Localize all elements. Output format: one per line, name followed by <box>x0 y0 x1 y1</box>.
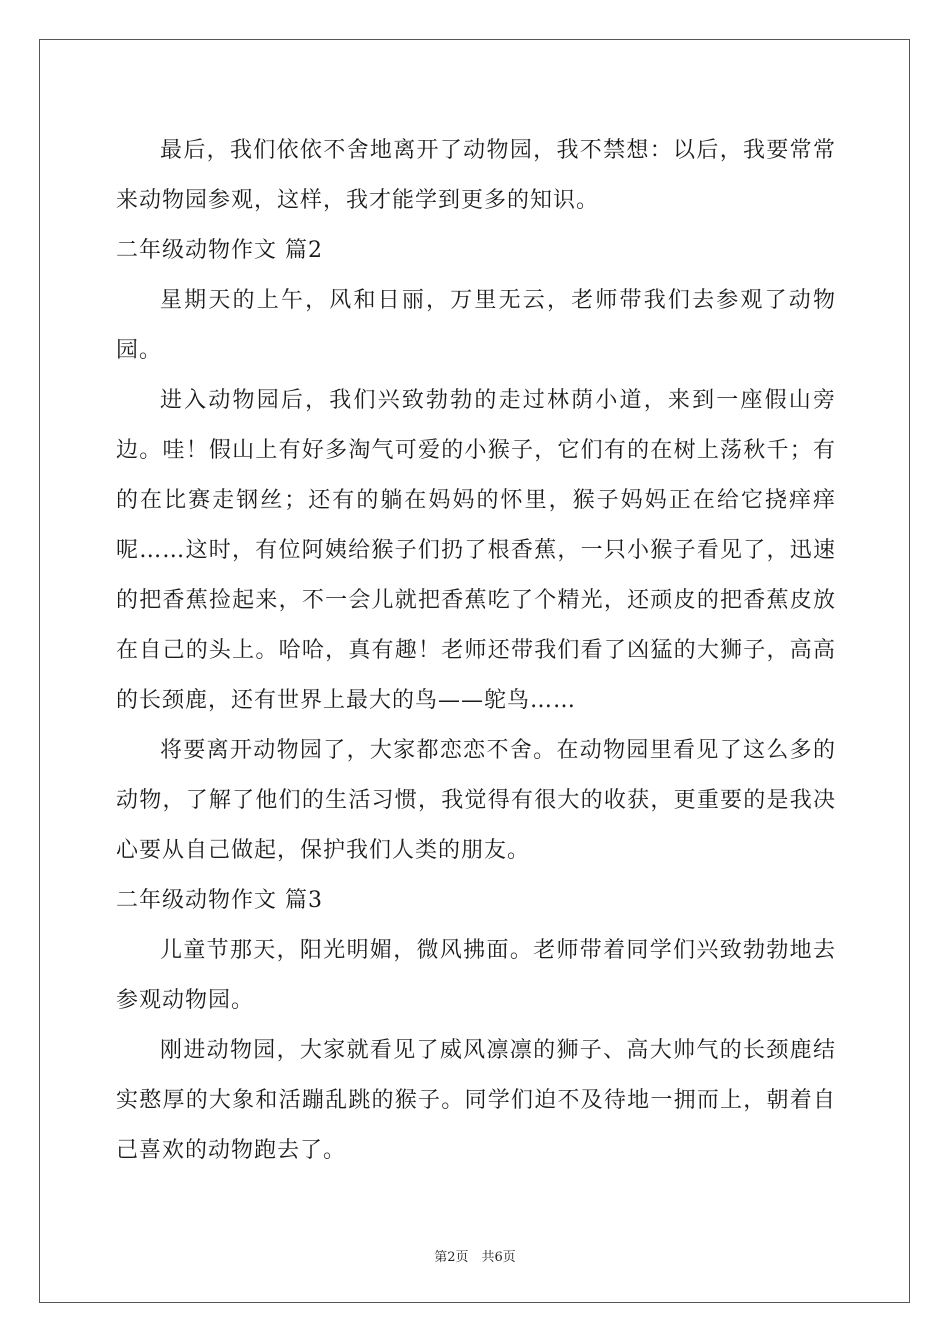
section-heading: 二年级动物作文 篇3 <box>116 888 323 913</box>
paragraph: 将要离开动物园了，大家都恋恋不舍。在动物园里看见了这么多的动物，了解了他们的生活习惯，我觉得有很大的收获，更重要的是我决心要从自己做起，保护我们人类的朋友。 <box>116 738 836 863</box>
paragraph: 儿童节那天，阳光明媚，微风拂面。老师带着同学们兴致勃勃地去参观动物园。 <box>116 938 836 1013</box>
paragraph: 进入动物园后，我们兴致勃勃的走过林荫小道，来到一座假山旁边。哇！假山上有好多淘气可爱的小猴子，它们有的在树上荡秋千；有的在比赛走钢丝；还有的躺在妈妈的怀里，猴子妈妈正在给它挠痒痒呢……这时，有位阿姨给猴子们扔了根香蕉，一只小猴子看见了，迅速的把香蕉捡起来，不一会儿就把香蕉吃了个精光，还顽皮的把香蕉皮放在自己的头上。哈哈，真有趣！老师还带我们看了凶猛的大狮子，高高的长颈鹿，还有世界上最大的鸟——鸵鸟…… <box>116 388 836 713</box>
paragraph: 刚进动物园，大家就看见了威风凛凛的狮子、高大帅气的长颈鹿结实憨厚的大象和活蹦乱跳的猴子。同学们迫不及待地一拥而上，朝着自己喜欢的动物跑去了。 <box>116 1038 836 1163</box>
document-body <box>116 126 836 1176</box>
paragraph: 最后，我们依依不舍地离开了动物园，我不禁想：以后，我要常常来动物园参观，这样，我才能学到更多的知识。 <box>116 138 836 213</box>
paragraph: 星期天的上午，风和日丽，万里无云，老师带我们去参观了动物园。 <box>116 288 836 363</box>
page-number-footer: 第2页 共6页 <box>434 1250 516 1265</box>
section-heading: 二年级动物作文 篇2 <box>116 238 323 263</box>
